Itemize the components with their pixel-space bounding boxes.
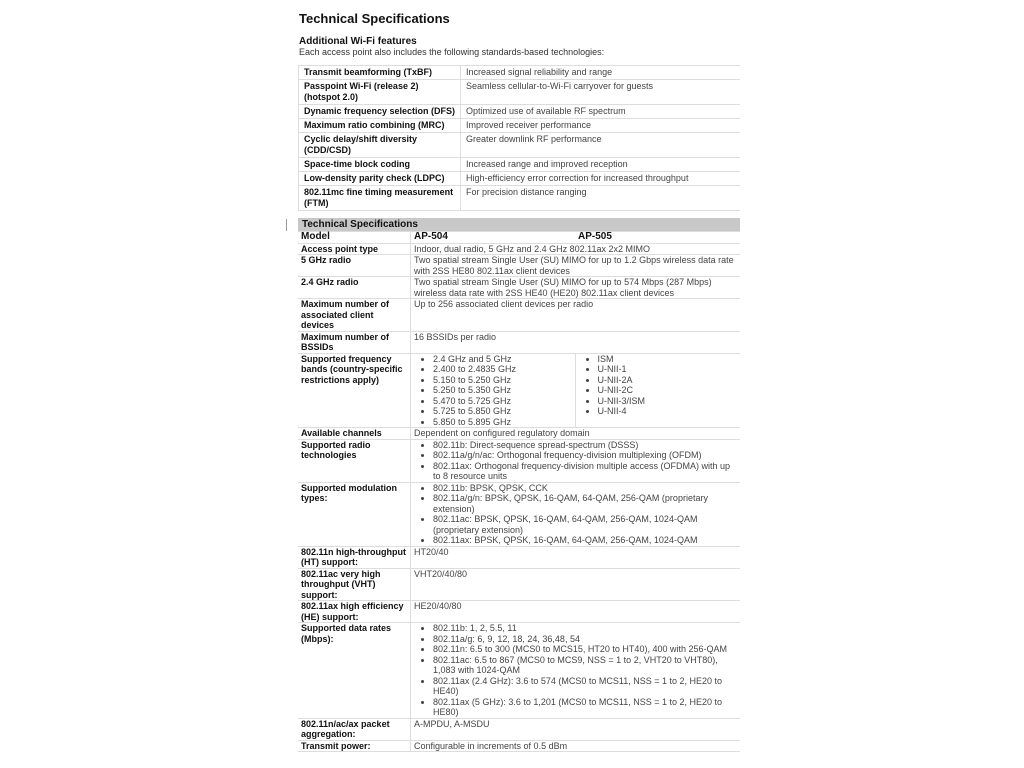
spec-row [298,428,740,440]
list-item: • 5.850 to 5.895 GHz [433,417,572,428]
bullet-list [414,354,572,428]
model-row [298,232,740,244]
list-item: • 5.150 to 5.250 GHz [433,375,572,386]
feature-description: Seamless cellular-to-Wi-Fi carryover for guests [461,80,741,105]
feature-row [299,80,741,105]
list-item: • ISM [598,354,738,365]
list-item: • U-NII-4 [598,406,738,417]
list-item: • 5.470 to 5.725 GHz [433,396,572,407]
change-bar [286,219,287,231]
list-item: • 802.11a/g: 6, 9, 12, 18, 24, 36,48, 54 [433,634,737,645]
bullet-list [414,440,737,482]
spec-row [298,623,740,719]
spec-label: 5 GHz radio [298,255,411,277]
list-item: • 5.725 to 5.850 GHz [433,406,572,417]
feature-name: Cyclic delay/shift diversity (CDD/CSD) [299,133,461,158]
list-item: • 802.11ac: BPSK, QPSK, 16-QAM, 64-QAM, 256-QAM, 1024-QAM (proprietary extension) [433,514,737,535]
feature-row [299,119,741,133]
list-item: • 2.400 to 2.4835 GHz [433,364,572,375]
list-item: • 802.11b: BPSK, QPSK, CCK [433,483,737,494]
spec-row [298,546,740,568]
spec-row [298,255,740,277]
spec-label: Supported radio technologies [298,439,411,482]
spec-row [298,718,740,740]
feature-name: Space-time block coding [299,158,461,172]
spec-label: 802.11ac very high throughput (VHT) support: [298,568,411,601]
list-item: • 802.11ax (2.4 GHz): 3.6 to 574 (MCS0 to MCS11, NSS = 1 to 2, HE20 to HE40) [433,676,737,697]
spec-value: HT20/40 [411,546,741,568]
bullet-list [414,483,737,546]
list-item: • 802.11a/g/n/ac: Orthogonal frequency-division multiplexing (OFDM) [433,450,737,461]
list-item: • U-NII-2A [598,375,738,386]
spec-value: 16 BSSIDs per radio [411,331,741,353]
spec-value: Two spatial stream Single User (SU) MIMO for up to 574 Mbps (287 Mbps) wireless data rate with 2SS HE40 (HE20) 802.11ax client devices [411,277,741,299]
spec-label: Available channels [298,428,411,440]
list-item: • U-NII-2C [598,385,738,396]
spec-row [298,482,740,546]
spec-value-secondary [575,353,740,428]
list-item: • 802.11a/g/n: BPSK, QPSK, 16-QAM, 64-QAM, 256-QAM (proprietary extension) [433,493,737,514]
feature-row [299,158,741,172]
spec-row [298,439,740,482]
spec-label: Supported modulation types: [298,482,411,546]
spec-value: VHT20/40/80 [411,568,741,601]
feature-row [299,172,741,186]
list-item: • U-NII-3/ISM [598,396,738,407]
model-ap504: AP-504 [411,232,576,244]
feature-name: Passpoint Wi-Fi (release 2) (hotspot 2.0) [299,80,461,105]
model-ap505: AP-505 [575,232,740,244]
feature-description: Greater downlink RF performance [461,133,741,158]
feature-description: Optimized use of available RF spectrum [461,105,741,119]
feature-row [299,105,741,119]
spec-value [411,623,741,719]
spec-label: 802.11n/ac/ax packet aggregation: [298,718,411,740]
spec-label: 802.11n high-throughput (HT) support: [298,546,411,568]
feature-name: Transmit beamforming (TxBF) [299,66,461,80]
spec-label: 802.11ax high efficiency (HE) support: [298,601,411,623]
spec-value: Two spatial stream Single User (SU) MIMO for up to 1.2 Gbps wireless data rate with 2SS HE80 802.11ax client devices [411,255,741,277]
list-item: • 802.11ax: BPSK, QPSK, 16-QAM, 64-QAM, 256-QAM, 1024-QAM [433,535,737,546]
feature-name: Maximum ratio combining (MRC) [299,119,461,133]
feature-name: Low-density parity check (LDPC) [299,172,461,186]
list-item: • 5.250 to 5.350 GHz [433,385,572,396]
spec-row [298,601,740,623]
features-table [298,65,740,211]
spec-row [298,353,740,428]
specs-table [298,218,740,752]
spec-label: 2.4 GHz radio [298,277,411,299]
list-item: • 802.11ax (5 GHz): 3.6 to 1,201 (MCS0 to MCS11, NSS = 1 to 2, HE20 to HE80) [433,697,737,718]
list-item: • 802.11ax: Orthogonal frequency-division multiple access (OFDMA) with up to 8 resource units [433,461,737,482]
feature-row [299,133,741,158]
spec-value: HE20/40/80 [411,601,741,623]
spec-label: Access point type [298,243,411,255]
spec-value [411,353,576,428]
spec-value [411,482,741,546]
feature-description: Increased range and improved reception [461,158,741,172]
list-item: • 2.4 GHz and 5 GHz [433,354,572,365]
spec-row [298,299,740,332]
spec-value: Up to 256 associated client devices per radio [411,299,741,332]
list-item: • 802.11n: 6.5 to 300 (MCS0 to MCS15, HT20 to HT40), 400 with 256-QAM [433,644,737,655]
list-item: • U-NII-1 [598,364,738,375]
spec-value: Dependent on configured regulatory domain [411,428,741,440]
spec-label: Transmit power: [298,740,411,752]
specs-header: Technical Specifications [298,218,740,232]
spec-row [298,740,740,752]
spec-value: Indoor, dual radio, 5 GHz and 2.4 GHz 802.11ax 2x2 MIMO [411,243,741,255]
spec-label: Maximum number of associated client devices [298,299,411,332]
bullet-list [414,623,737,718]
spec-label: Supported frequency bands (country-specific restrictions apply) [298,353,411,428]
feature-name: Dynamic frequency selection (DFS) [299,105,461,119]
feature-description: High-efficiency error correction for increased throughput [461,172,741,186]
feature-name: 802.11mc fine timing measurement (FTM) [299,186,461,211]
spec-label: Supported data rates (Mbps): [298,623,411,719]
spec-row [298,243,740,255]
feature-row [299,186,741,211]
spec-row [298,277,740,299]
spec-row [298,331,740,353]
list-item: • 802.11ac: 6.5 to 867 (MCS0 to MCS9, NSS = 1 to 2, VHT20 to VHT80), 1,083 with 1024-QAM [433,655,737,676]
specs-header-row [298,218,740,232]
features-heading: Additional Wi-Fi features [299,36,417,47]
feature-description: For precision distance ranging [461,186,741,211]
list-item: • 802.11b: 1, 2, 5.5, 11 [433,623,737,634]
spec-label: Maximum number of BSSIDs [298,331,411,353]
feature-description: Increased signal reliability and range [461,66,741,80]
spec-value: A-MPDU, A-MSDU [411,718,741,740]
feature-description: Improved receiver performance [461,119,741,133]
features-intro: Each access point also includes the following standards-based technologies: [299,47,605,57]
spec-value: Configurable in increments of 0.5 dBm [411,740,741,752]
model-label: Model [298,232,411,244]
spec-value [411,439,741,482]
list-item: • 802.11b: Direct-sequence spread-spectrum (DSSS) [433,440,737,451]
feature-row [299,66,741,80]
spec-row [298,568,740,601]
bullet-list [579,354,738,417]
page-title: Technical Specifications [299,11,450,26]
